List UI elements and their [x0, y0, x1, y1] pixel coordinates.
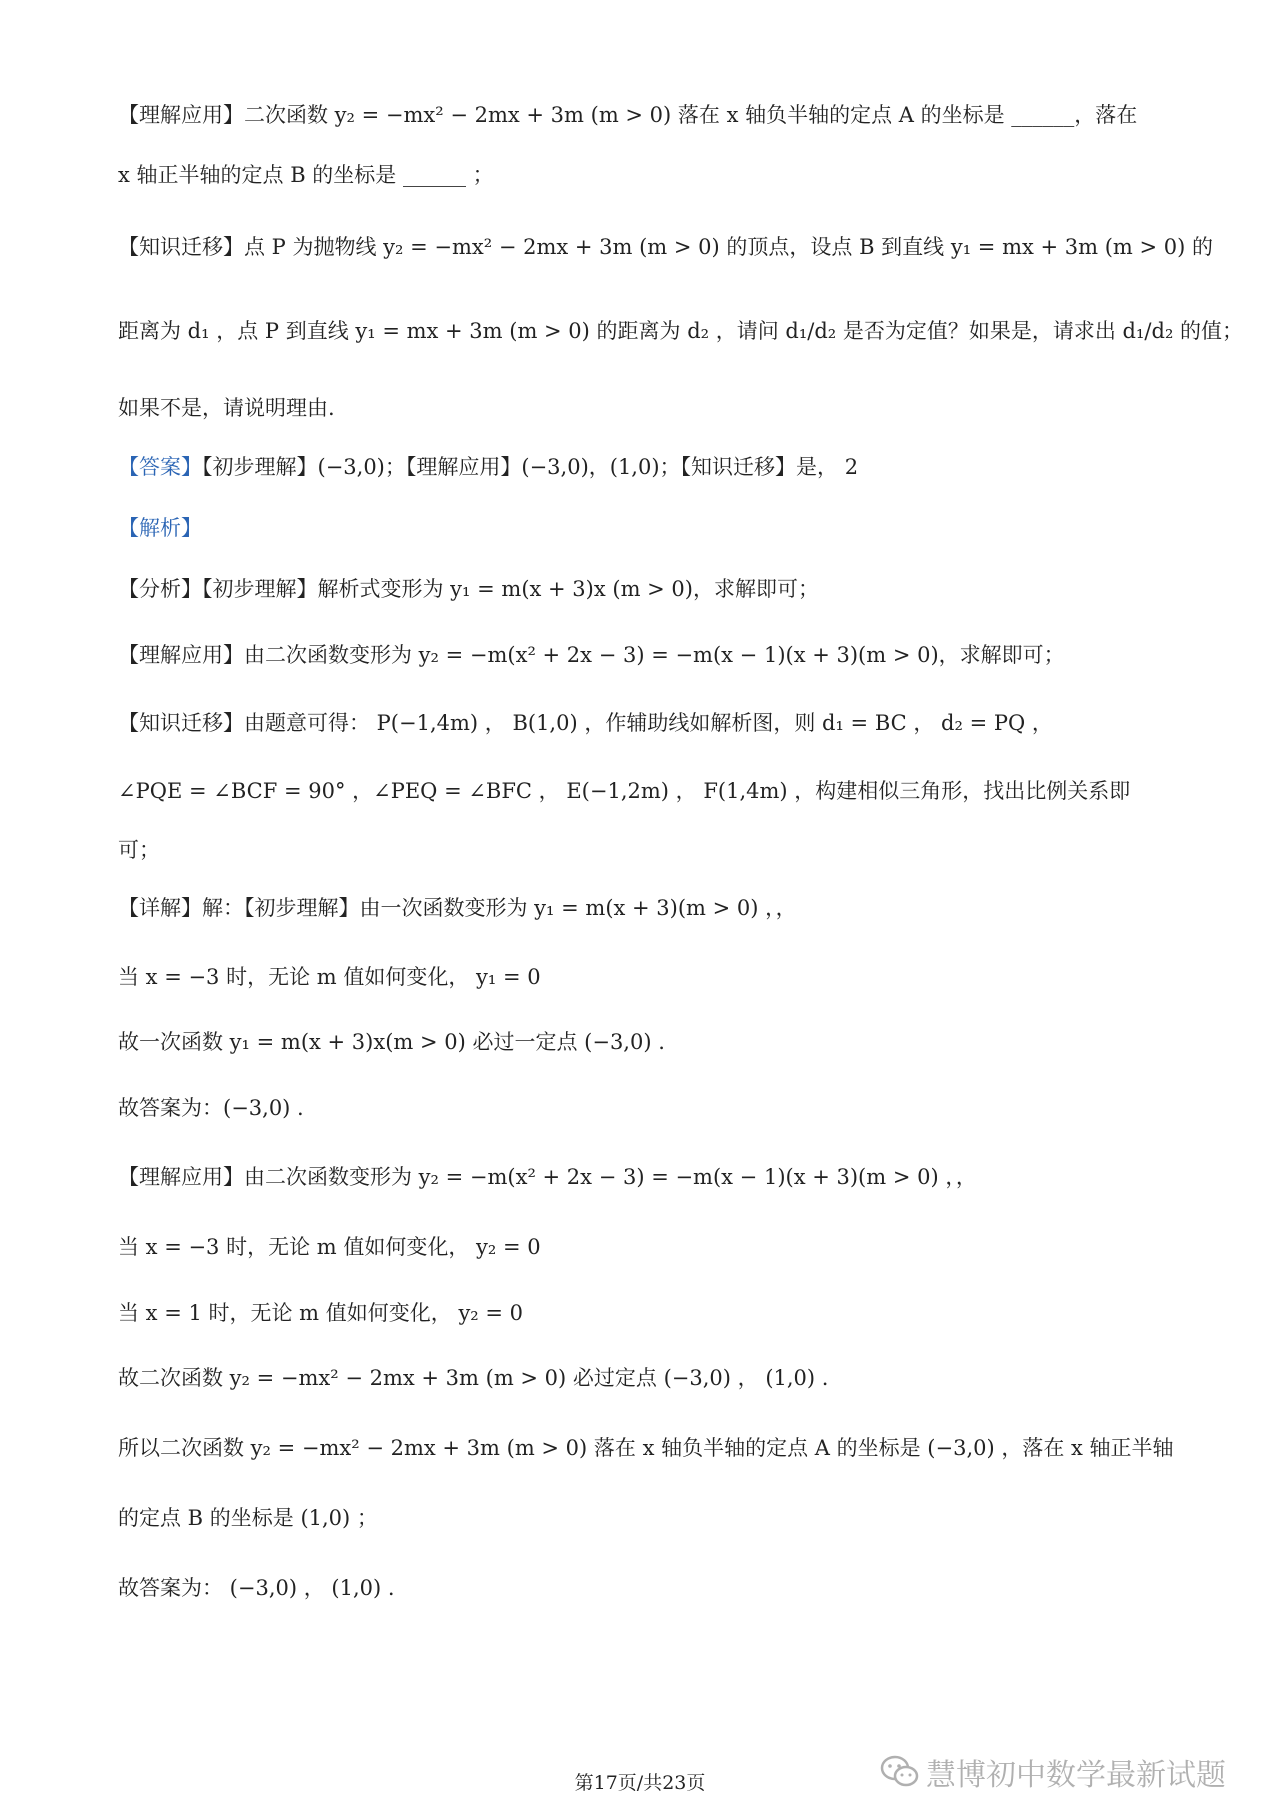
question-transfer-line-3: 如果不是，请说明理由.: [118, 396, 335, 420]
analysis-line-1: 【分析】【初步理解】解析式变形为 y₁ = m(x + 3)x (m > 0)，求解即可；: [118, 577, 819, 601]
analysis-line-5: 可；: [118, 838, 160, 862]
analysis-line-2: 【理解应用】由二次函数变形为 y₂ = −m(x² + 2x − 3) = −m(x − 1)(x + 3)(m > 0)，求解即可；: [118, 643, 1065, 667]
solution-line-4: 故答案为：(−3,0) .: [118, 1096, 304, 1120]
solution-line-7: 当 x = 1 时，无论 m 值如何变化， y₂ = 0: [118, 1301, 524, 1325]
answer-body: 【初步理解】(−3,0)；【理解应用】(−3,0)，(1,0)；【知识迁移】是， 2: [202, 455, 859, 479]
solution-line-11: 故答案为： (−3,0) ， (1,0) .: [118, 1576, 395, 1600]
solution-line-10: 的定点 B 的坐标是 (1,0) ；: [118, 1506, 378, 1530]
solution-line-3: 故一次函数 y₁ = m(x + 3)x(m > 0) 必过一定点 (−3,0) .: [118, 1030, 665, 1054]
solution-line-2: 当 x = −3 时，无论 m 值如何变化， y₁ = 0: [118, 965, 541, 989]
answer-line: [118, 452, 1178, 482]
analysis-tag: 【解析】: [118, 516, 202, 540]
solution-line-9: 所以二次函数 y₂ = −mx² − 2mx + 3m (m > 0) 落在 x 轴负半轴的定点 A 的坐标是 (−3,0) ，落在 x 轴正半轴: [118, 1436, 1174, 1460]
page-footer: 第17页/共23页: [574, 1772, 706, 1794]
solution-line-8: 故二次函数 y₂ = −mx² − 2mx + 3m (m > 0) 必过定点 (−3,0) ， (1,0) .: [118, 1366, 829, 1390]
solution-line-5: 【理解应用】由二次函数变形为 y₂ = −m(x² + 2x − 3) = −m(x − 1)(x + 3)(m > 0) ，，: [118, 1165, 977, 1189]
analysis-line-3: 【知识迁移】由题意可得： P(−1,4m) ， B(1,0) ，作辅助线如解析图，则 d₁ = BC ， d₂ = PQ ，: [118, 711, 1053, 735]
solution-line-1: 【详解】解：【初步理解】由一次函数变形为 y₁ = m(x + 3)(m > 0) ，，: [118, 896, 797, 920]
analysis-line-4: ∠PQE = ∠BCF = 90° ，∠PEQ = ∠BFC ， E(−1,2m) ， F(1,4m) ，构建相似三角形，找出比例关系即: [118, 779, 1131, 803]
question-apply-line-2: x 轴正半轴的定点 B 的坐标是 ______ ；: [118, 163, 494, 187]
question-apply-line-1: 【理解应用】二次函数 y₂ = −mx² − 2mx + 3m (m > 0) 落在 x 轴负半轴的定点 A 的坐标是 ______，落在: [118, 103, 1138, 127]
question-transfer-line-1: 【知识迁移】点 P 为抛物线 y₂ = −mx² − 2mx + 3m (m > 0) 的顶点，设点 B 到直线 y₁ = mx + 3m (m > 0) 的: [118, 235, 1214, 259]
watermark-text: 慧博初中数学最新试题: [926, 1758, 1226, 1793]
question-transfer-line-2: 距离为 d₁ ，点 P 到直线 y₁ = mx + 3m (m > 0) 的距离为 d₂ ，请问 d₁/d₂ 是否为定值？如果是，请求出 d₁/d₂ 的值；: [118, 319, 1244, 343]
answer-tag: 【答案】: [118, 455, 202, 479]
solution-line-6: 当 x = −3 时，无论 m 值如何变化， y₂ = 0: [118, 1235, 541, 1259]
